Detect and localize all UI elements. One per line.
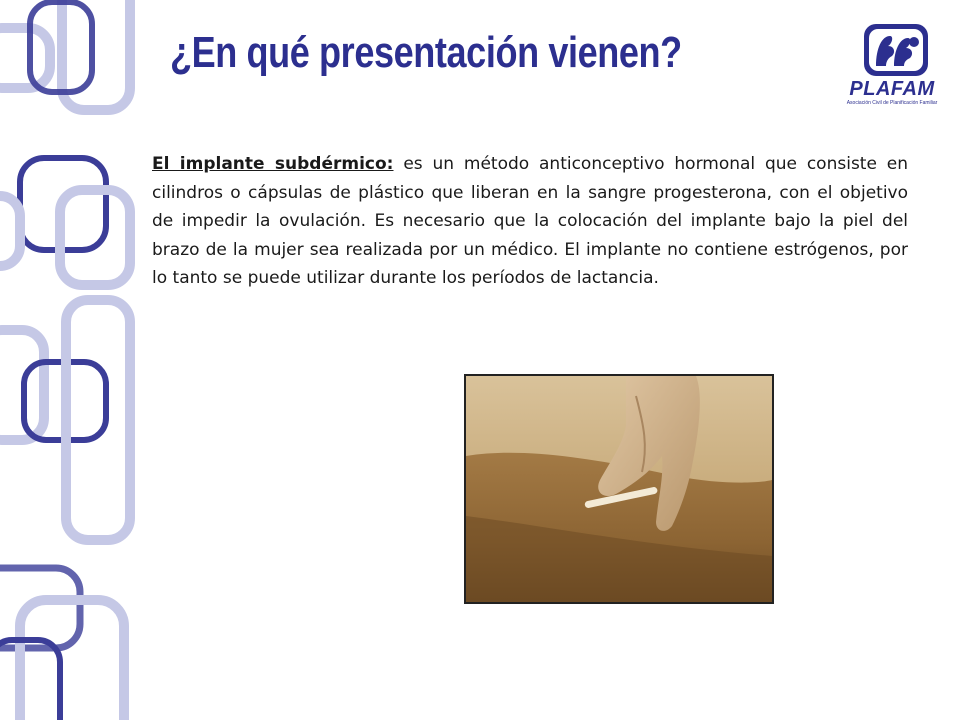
arm-implant-illustration	[466, 376, 772, 602]
logo-subtitle: Asociación Civil de Planificación Familiar	[846, 100, 938, 106]
decorative-border	[0, 0, 150, 720]
plafam-logo	[842, 22, 942, 112]
logo-wordmark: PLAFAM	[849, 78, 935, 100]
term-heading: El implante subdérmico:	[152, 154, 394, 174]
body-paragraph	[152, 150, 908, 293]
slide-title: ¿En qué presentación vienen?	[170, 28, 682, 77]
arm-implant-photo	[464, 374, 774, 604]
plafam-logo-icon	[842, 22, 942, 82]
term-description: es un método anticonceptivo hormonal que consiste en cilindros o cápsulas de plástico que liberan en la sangre progesterona, con el objetivo de impedir la ovulación. Es necesario que la colocación del implante bajo la piel del brazo de la mujer sea realizada por un médico. El implante no contiene estrógenos, por lo tanto se puede utilizar durante los períodos de lactancia.	[152, 154, 908, 288]
